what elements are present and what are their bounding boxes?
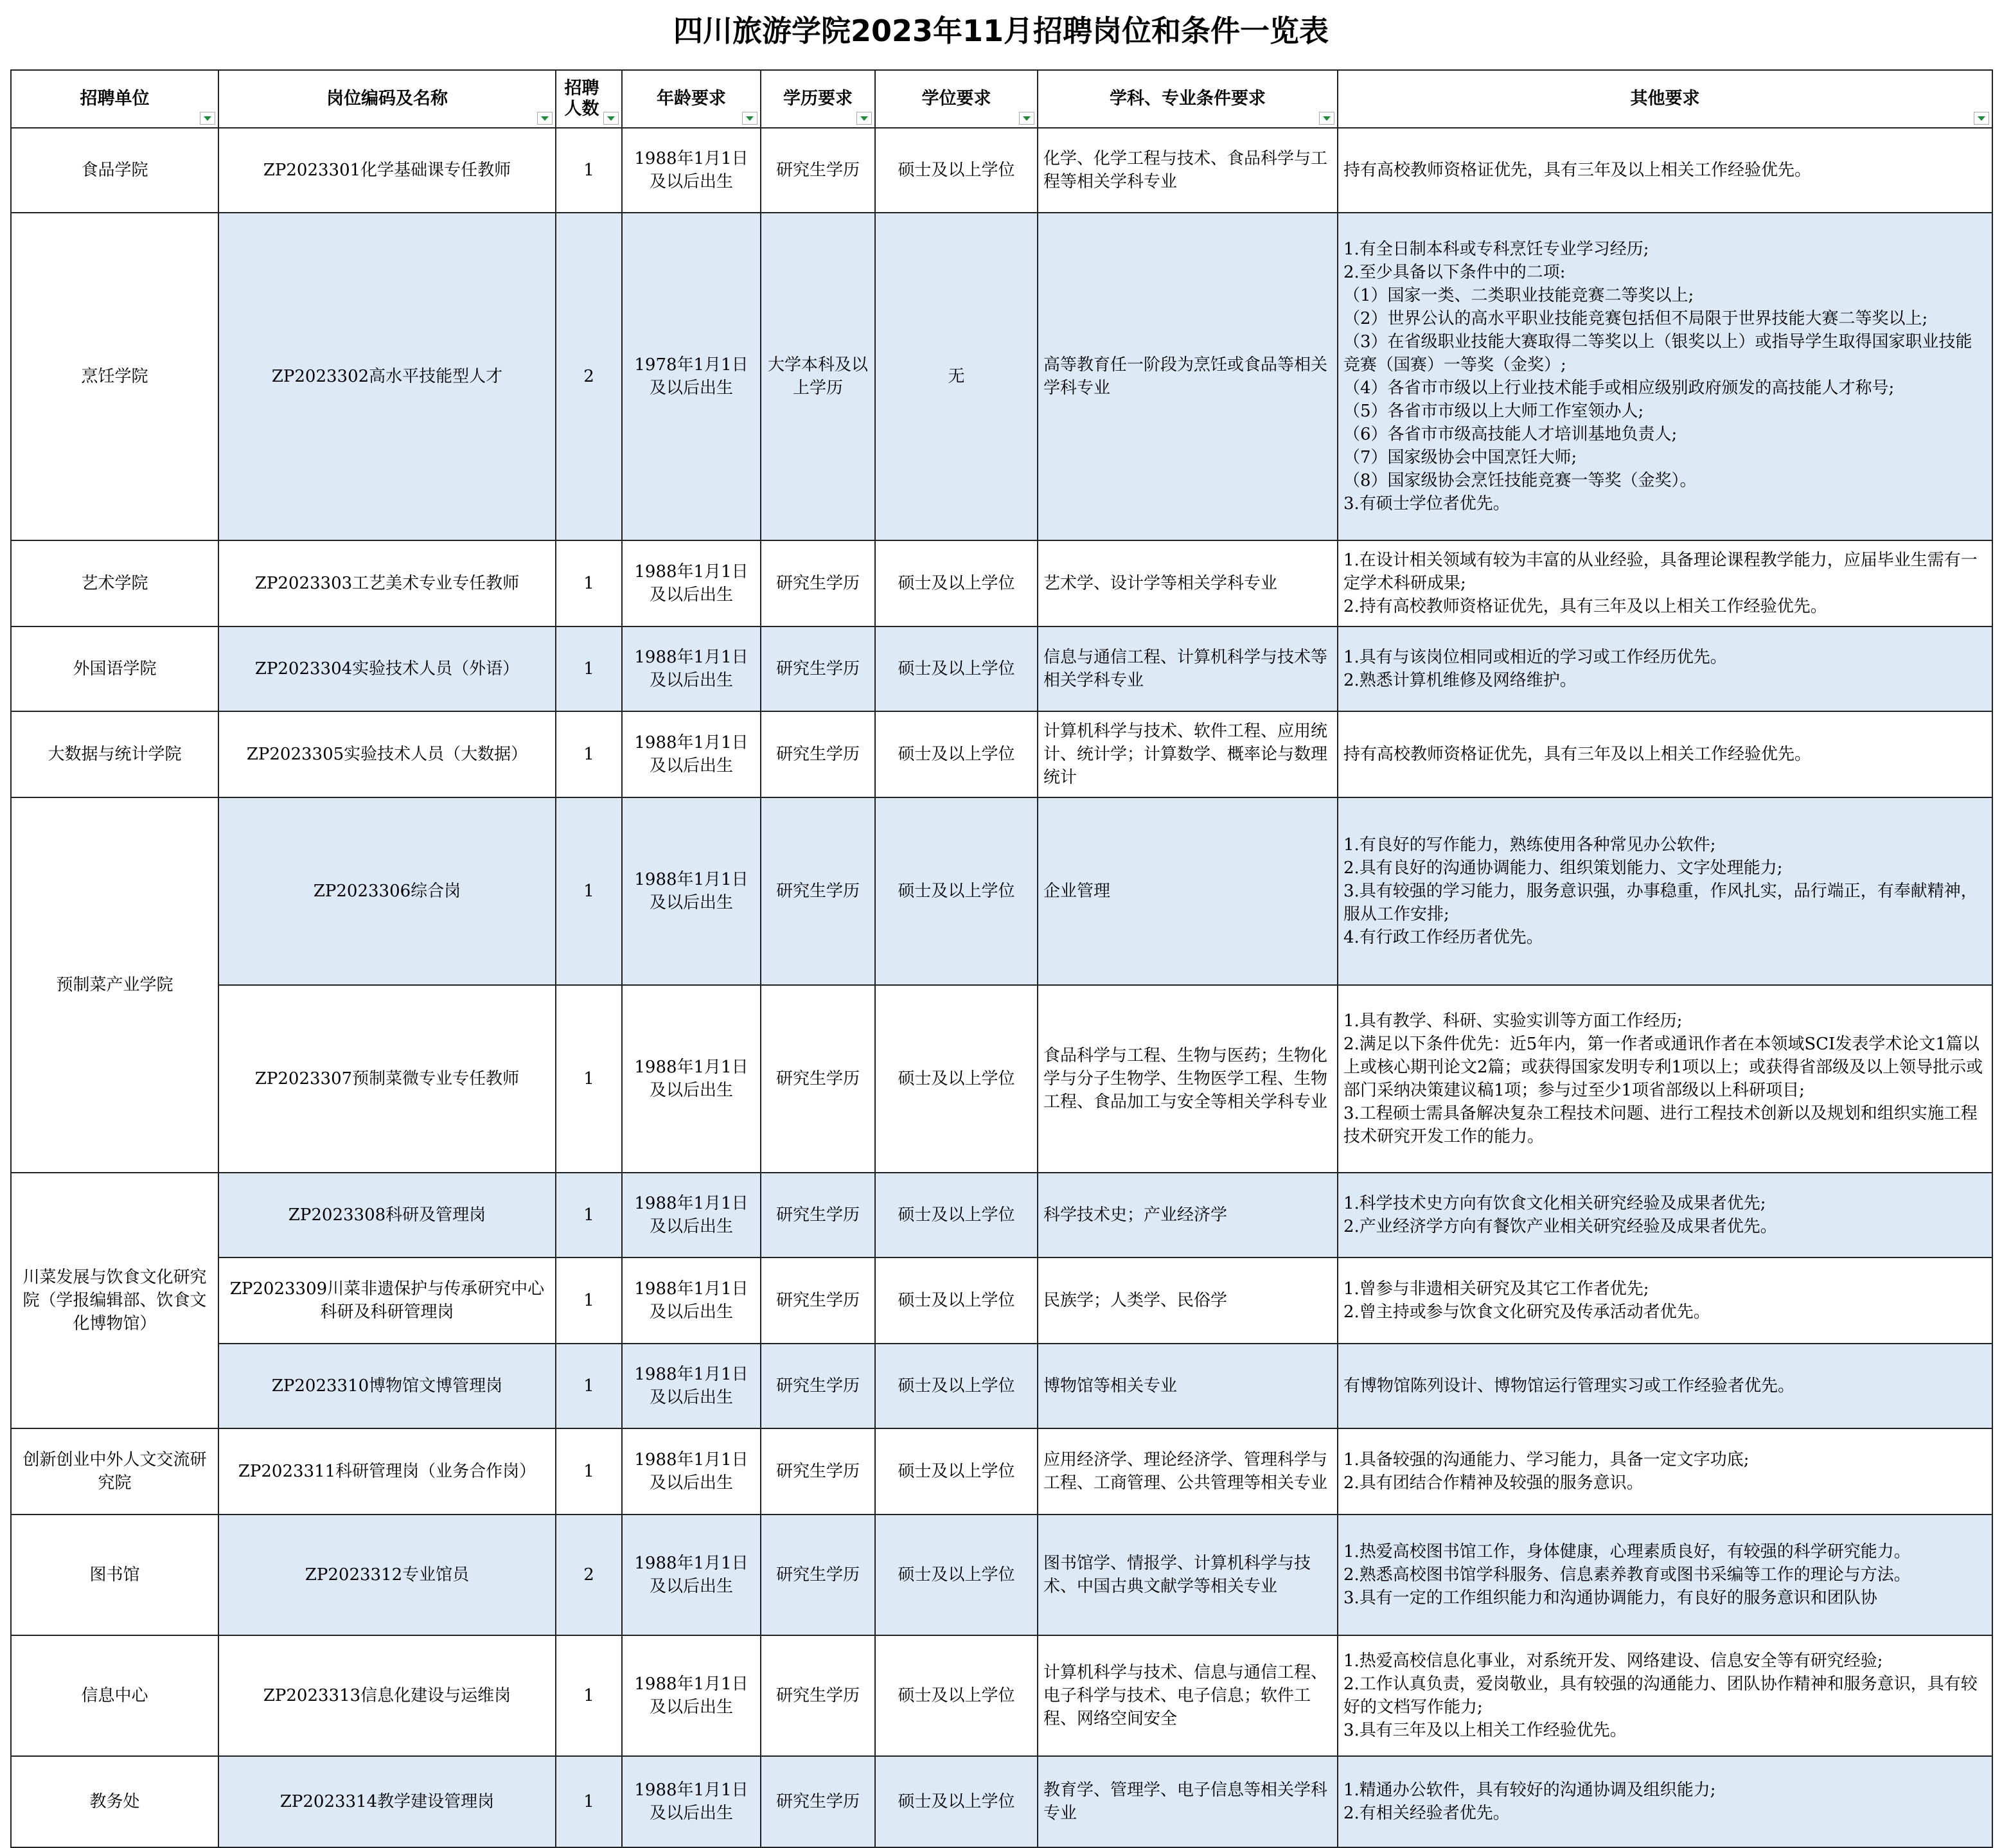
cell-age: 1988年1月1日及以后出生 [622, 1257, 761, 1344]
cell-num: 1 [556, 1756, 622, 1847]
other-line: （4）各省市市级以上行业技术能手或相应级别政府颁发的高技能人才称号; [1343, 378, 1895, 398]
cell-unit: 大数据与统计学院 [11, 711, 218, 797]
cell-unit: 图书馆 [11, 1515, 218, 1635]
cell-major: 科学技术史；产业经济学 [1038, 1173, 1338, 1257]
cell-post: ZP2023310博物馆文博管理岗 [218, 1344, 556, 1428]
cell-unit: 教务处 [11, 1756, 218, 1847]
other-line: 1.有良好的写作能力，熟练使用各种常见办公软件; [1343, 835, 1716, 855]
other-line: 2.熟悉高校图书馆学科服务、信息素养教育或图书采编等工作的理论与方法。 [1343, 1565, 1911, 1585]
filter-dropdown-icon[interactable] [537, 112, 553, 125]
table-row [11, 213, 1992, 540]
other-line: （6）各省市市级高技能人才培训基地负责人; [1343, 425, 1678, 444]
cell-post: ZP2023306综合岗 [218, 797, 556, 985]
cell-degree: 硕士及以上学位 [875, 1515, 1038, 1635]
cell-degree: 硕士及以上学位 [875, 1635, 1038, 1756]
cell-num: 1 [556, 1257, 622, 1344]
cell-unit: 预制菜产业学院 [11, 797, 218, 1173]
other-line: 有博物馆陈列设计、博物馆运行管理实习或工作经验者优先。 [1343, 1376, 1795, 1396]
other-line: 2.满足以下条件优先：近5年内，第一作者或通讯作者在本领域SCI发表学术论文1篇以上或核心期刊论文2篇；或获得国家发明专利1项以上；或获得省部级及以上领导批示或部门采纳决策建议稿1项；参与过至少1项省部级以上科研项目; [1343, 1035, 1983, 1100]
cell-degree: 硕士及以上学位 [875, 1428, 1038, 1515]
header-label: 学历要求 [783, 89, 853, 109]
cell-major: 艺术学、设计学等相关学科专业 [1038, 540, 1338, 626]
cell-other [1338, 1756, 1992, 1847]
table-row [11, 1257, 1992, 1344]
cell-post: ZP2023312专业馆员 [218, 1515, 556, 1635]
cell-post: ZP2023313信息化建设与运维岗 [218, 1635, 556, 1756]
cell-degree: 硕士及以上学位 [875, 1344, 1038, 1428]
cell-major: 高等教育任一阶段为烹饪或食品等相关学科专业 [1038, 213, 1338, 540]
other-line: 持有高校教师资格证优先，具有三年及以上相关工作经验优先。 [1343, 161, 1812, 180]
cell-age: 1988年1月1日及以后出生 [622, 128, 761, 213]
cell-num: 1 [556, 1173, 622, 1257]
cell-edu: 研究生学历 [761, 128, 875, 213]
cell-age: 1988年1月1日及以后出生 [622, 1635, 761, 1756]
other-line: 1.热爱高校信息化事业，对系统开发、网络建设、信息安全等有研究经验; [1343, 1651, 1883, 1671]
filter-dropdown-icon[interactable] [603, 112, 619, 125]
cell-degree: 硕士及以上学位 [875, 711, 1038, 797]
other-line: （5）各省市市级以上大师工作室领办人; [1343, 402, 1644, 421]
other-line: 1.具有教学、科研、实验实训等方面工作经历; [1343, 1011, 1683, 1031]
other-line: （2）世界公认的高水平职业技能竞赛包括但不局限于世界技能大赛二等奖以上; [1343, 309, 1928, 328]
table-row [11, 1428, 1992, 1515]
cell-edu: 研究生学历 [761, 626, 875, 711]
table-row [11, 128, 1992, 213]
cell-post: ZP2023311科研管理岗（业务合作岗） [218, 1428, 556, 1515]
cell-unit: 信息中心 [11, 1635, 218, 1756]
other-line: 2.持有高校教师资格证优先，具有三年及以上相关工作经验优先。 [1343, 597, 1827, 616]
other-line: 3.具有一定的工作组织能力和沟通协调能力，有良好的服务意识和团队协 [1343, 1588, 1877, 1608]
header-cell [556, 70, 622, 128]
table-row [11, 1344, 1992, 1428]
cell-degree: 硕士及以上学位 [875, 1173, 1038, 1257]
cell-edu: 研究生学历 [761, 1635, 875, 1756]
other-line: 2.产业经济学方向有餐饮产业相关研究经验及成果者优先。 [1343, 1217, 1777, 1236]
table-row [11, 626, 1992, 711]
cell-major: 教育学、管理学、电子信息等相关学科专业 [1038, 1756, 1338, 1847]
other-line: 3.有硕士学位者优先。 [1343, 494, 1510, 513]
other-line: 3.具有三年及以上相关工作经验优先。 [1343, 1721, 1627, 1740]
other-line: 3.具有较强的学习能力，服务意识强，办事稳重，作风扎实，品行端正，有奉献精神，服从工作安排; [1343, 882, 1978, 924]
cell-other [1338, 797, 1992, 985]
cell-major: 图书馆学、情报学、计算机科学与技术、中国古典文献学等相关专业 [1038, 1515, 1338, 1635]
cell-degree: 无 [875, 213, 1038, 540]
other-line: 1.曾参与非遗相关研究及其它工作者优先; [1343, 1279, 1649, 1299]
other-line: 2.具有良好的沟通协调能力、组织策划能力、文字处理能力; [1343, 858, 1783, 878]
cell-edu: 研究生学历 [761, 1173, 875, 1257]
header-cell [218, 70, 556, 128]
cell-other [1338, 711, 1992, 797]
other-line: 2.熟悉计算机维修及网络维护。 [1343, 671, 1577, 690]
other-line: 4.有行政工作经历者优先。 [1343, 928, 1543, 947]
cell-other [1338, 540, 1992, 626]
other-line: 2.有相关经验者优先。 [1343, 1804, 1510, 1823]
cell-unit: 外国语学院 [11, 626, 218, 711]
cell-post: ZP2023308科研及管理岗 [218, 1173, 556, 1257]
cell-post: ZP2023309川菜非遗保护与传承研究中心科研及科研管理岗 [218, 1257, 556, 1344]
cell-other [1338, 1173, 1992, 1257]
cell-edu: 研究生学历 [761, 1515, 875, 1635]
cell-age: 1988年1月1日及以后出生 [622, 540, 761, 626]
header-row [11, 70, 1992, 128]
header-label: 招聘人数 [564, 78, 599, 119]
cell-degree: 硕士及以上学位 [875, 1756, 1038, 1847]
table-row [11, 1173, 1992, 1257]
cell-degree: 硕士及以上学位 [875, 985, 1038, 1173]
other-line: 1.在设计相关领域有较为丰富的从业经验，具备理论课程教学能力，应届毕业生需有一定学术科研成果; [1343, 551, 1978, 593]
table-row [11, 1515, 1992, 1635]
cell-edu: 研究生学历 [761, 797, 875, 985]
cell-num: 2 [556, 1515, 622, 1635]
cell-num: 1 [556, 1635, 622, 1756]
cell-major: 计算机科学与技术、软件工程、应用统计、统计学；计算数学、概率论与数理统计 [1038, 711, 1338, 797]
header-cell [875, 70, 1038, 128]
filter-dropdown-icon[interactable] [1019, 112, 1034, 125]
header-label: 学位要求 [921, 89, 991, 109]
cell-degree: 硕士及以上学位 [875, 797, 1038, 985]
cell-unit: 川菜发展与饮食文化研究院（学报编辑部、饮食文化博物馆） [11, 1173, 218, 1428]
header-label: 其他要求 [1630, 89, 1700, 109]
table-row [11, 1756, 1992, 1847]
cell-major: 民族学；人类学、民俗学 [1038, 1257, 1338, 1344]
header-label: 年龄要求 [657, 89, 726, 109]
cell-num: 1 [556, 1344, 622, 1428]
cell-major: 博物馆等相关专业 [1038, 1344, 1338, 1428]
cell-unit: 创新创业中外人文交流研究院 [11, 1428, 218, 1515]
cell-post: ZP2023305实验技术人员（大数据） [218, 711, 556, 797]
cell-degree: 硕士及以上学位 [875, 128, 1038, 213]
table-row [11, 540, 1992, 626]
other-line: 2.曾主持或参与饮食文化研究及传承活动者优先。 [1343, 1302, 1710, 1322]
cell-other [1338, 213, 1992, 540]
other-line: （7）国家级协会中国烹饪大师; [1343, 448, 1577, 467]
filter-dropdown-icon[interactable] [1974, 112, 1989, 125]
cell-major: 信息与通信工程、计算机科学与技术等相关学科专业 [1038, 626, 1338, 711]
cell-age: 1988年1月1日及以后出生 [622, 1428, 761, 1515]
filter-dropdown-icon[interactable] [856, 112, 872, 125]
cell-age: 1988年1月1日及以后出生 [622, 1173, 761, 1257]
cell-age: 1988年1月1日及以后出生 [622, 797, 761, 985]
cell-num: 1 [556, 540, 622, 626]
cell-edu: 研究生学历 [761, 985, 875, 1173]
cell-unit: 艺术学院 [11, 540, 218, 626]
cell-unit: 烹饪学院 [11, 213, 218, 540]
other-line: 1.具备较强的沟通能力、学习能力，具备一定文字功底; [1343, 1450, 1750, 1470]
other-line: 2.至少具备以下条件中的二项: [1343, 263, 1566, 282]
cell-edu: 研究生学历 [761, 1756, 875, 1847]
cell-edu: 大学本科及以上学历 [761, 213, 875, 540]
cell-age: 1988年1月1日及以后出生 [622, 711, 761, 797]
cell-major: 化学、化学工程与技术、食品科学与工程等相关学科专业 [1038, 128, 1338, 213]
cell-major: 应用经济学、理论经济学、管理科学与工程、工商管理、公共管理等相关专业 [1038, 1428, 1338, 1515]
cell-other [1338, 128, 1992, 213]
cell-major: 计算机科学与技术、信息与通信工程、电子科学与技术、电子信息；软件工程、网络空间安全 [1038, 1635, 1338, 1756]
cell-edu: 研究生学历 [761, 1344, 875, 1428]
table-row [11, 711, 1992, 797]
cell-num: 1 [556, 1428, 622, 1515]
table-row [11, 797, 1992, 985]
other-line: 1.具有与该岗位相同或相近的学习或工作经历优先。 [1343, 648, 1727, 667]
header-cell [11, 70, 218, 128]
cell-degree: 硕士及以上学位 [875, 540, 1038, 626]
cell-age: 1988年1月1日及以后出生 [622, 985, 761, 1173]
recruitment-table [10, 69, 1993, 1848]
cell-post: ZP2023314教学建设管理岗 [218, 1756, 556, 1847]
cell-num: 1 [556, 128, 622, 213]
filter-dropdown-icon[interactable] [200, 112, 215, 125]
cell-degree: 硕士及以上学位 [875, 1257, 1038, 1344]
cell-degree: 硕士及以上学位 [875, 626, 1038, 711]
header-cell [1338, 70, 1992, 128]
header-cell [1038, 70, 1338, 128]
header-cell [761, 70, 875, 128]
filter-dropdown-icon[interactable] [1319, 112, 1334, 125]
other-line: 1.有全日制本科或专科烹饪专业学习经历; [1343, 240, 1649, 259]
cell-num: 1 [556, 985, 622, 1173]
cell-other [1338, 1257, 1992, 1344]
other-line: 3.工程硕士需具备解决复杂工程技术问题、进行工程技术创新以及规划和组织实施工程技术研究开发工作的能力。 [1343, 1104, 1978, 1146]
cell-post: ZP2023303工艺美术专业专任教师 [218, 540, 556, 626]
cell-other [1338, 1428, 1992, 1515]
cell-edu: 研究生学历 [761, 1257, 875, 1344]
cell-other [1338, 1344, 1992, 1428]
cell-edu: 研究生学历 [761, 540, 875, 626]
header-cell [622, 70, 761, 128]
page-title: 四川旅游学院2023年11月招聘岗位和条件一览表 [673, 13, 1329, 48]
cell-num: 1 [556, 797, 622, 985]
header-label: 学科、专业条件要求 [1110, 89, 1266, 109]
other-line: 持有高校教师资格证优先，具有三年及以上相关工作经验优先。 [1343, 745, 1812, 764]
cell-num: 2 [556, 213, 622, 540]
other-line: 2.工作认真负责，爱岗敬业，具有较强的沟通能力、团队协作精神和服务意识，具有较好的文档写作能力; [1343, 1675, 1978, 1717]
other-line: 1.科学技术史方向有饮食文化相关研究经验及成果者优先; [1343, 1194, 1766, 1213]
other-line: （8）国家级协会烹饪技能竞赛一等奖（金奖）。 [1343, 471, 1697, 490]
table-body [11, 128, 1992, 1847]
other-line: 1.热爱高校图书馆工作，身体健康，心理素质良好，有较强的科学研究能力。 [1343, 1542, 1911, 1561]
cell-post: ZP2023307预制菜微专业专任教师 [218, 985, 556, 1173]
cell-other [1338, 626, 1992, 711]
cell-other [1338, 1635, 1992, 1756]
cell-post: ZP2023302高水平技能型人才 [218, 213, 556, 540]
table-row [11, 985, 1992, 1173]
header-label: 招聘单位 [80, 89, 150, 109]
cell-other [1338, 985, 1992, 1173]
other-line: 2.具有团结合作精神及较强的服务意识。 [1343, 1473, 1643, 1493]
cell-num: 1 [556, 711, 622, 797]
cell-age: 1988年1月1日及以后出生 [622, 626, 761, 711]
cell-other [1338, 1515, 1992, 1635]
cell-major: 企业管理 [1038, 797, 1338, 985]
cell-age: 1988年1月1日及以后出生 [622, 1756, 761, 1847]
cell-edu: 研究生学历 [761, 1428, 875, 1515]
filter-dropdown-icon[interactable] [742, 112, 757, 125]
cell-edu: 研究生学历 [761, 711, 875, 797]
cell-post: ZP2023301化学基础课专任教师 [218, 128, 556, 213]
cell-num: 1 [556, 626, 622, 711]
cell-major: 食品科学与工程、生物与医药；生物化学与分子生物学、生物医学工程、生物工程、食品加工与安全等相关学科专业 [1038, 985, 1338, 1173]
header-label: 岗位编码及名称 [326, 89, 448, 109]
table-row [11, 1635, 1992, 1756]
cell-post: ZP2023304实验技术人员（外语） [218, 626, 556, 711]
cell-unit: 食品学院 [11, 128, 218, 213]
other-line: （1）国家一类、二类职业技能竞赛二等奖以上; [1343, 286, 1694, 305]
cell-age: 1988年1月1日及以后出生 [622, 1515, 761, 1635]
cell-age: 1988年1月1日及以后出生 [622, 1344, 761, 1428]
other-line: （3）在省级职业技能大赛取得二等奖以上（银奖以上）或指导学生取得国家职业技能竞赛（国赛）一等奖（金奖）; [1343, 332, 1972, 375]
other-line: 1.精通办公软件，具有较好的沟通协调及组织能力; [1343, 1781, 1716, 1800]
cell-age: 1978年1月1日及以后出生 [622, 213, 761, 540]
